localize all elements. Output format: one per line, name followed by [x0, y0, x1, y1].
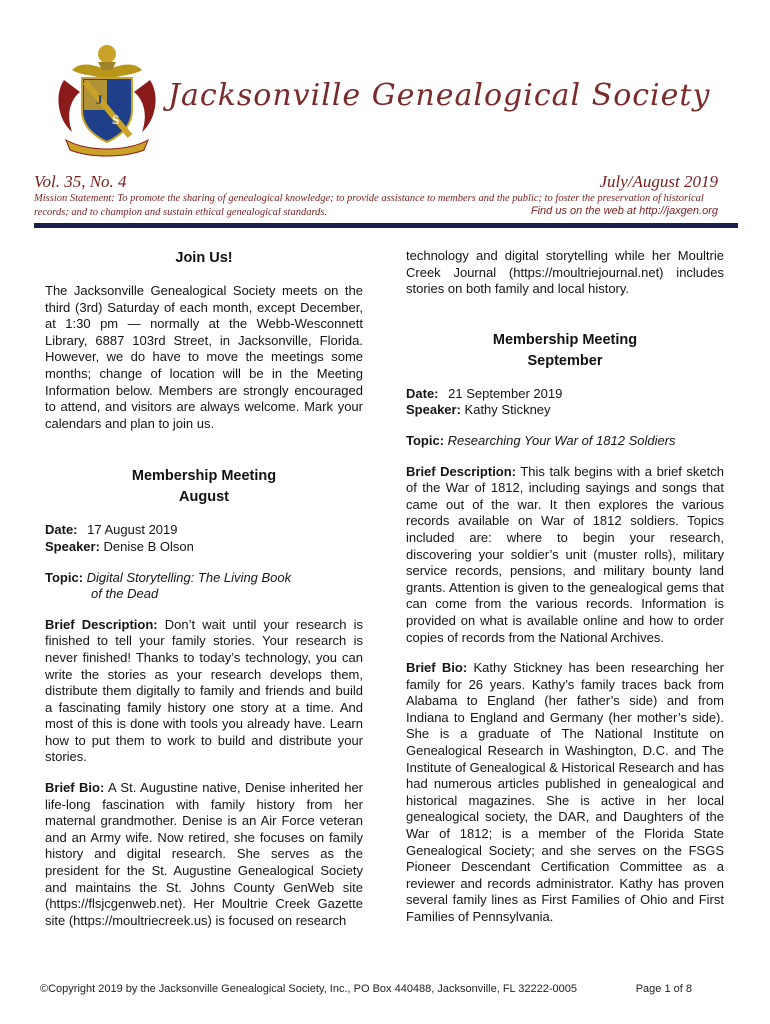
- svg-text:S: S: [112, 112, 120, 127]
- august-bio-continued: technology and digital storytelling while her Moultrie Creek Journal (https://moultriejournal.net) includes stories on both family and local history.: [406, 248, 724, 297]
- date-label: Date:: [45, 522, 78, 538]
- join-heading: Join Us!: [175, 250, 233, 266]
- topic-value-line2: of the Dead: [91, 586, 159, 602]
- description-value: Don’t wait until your research is finished to tell your family stories. Your research is never finished! Thanks to today’s technology, you can write the stories as your research develops them, distribute them digitally to family and friends and build a fascinating family history one story at a time. And most of this is done with tools you already have. Learn how to put them to work to build and distribute your stories.: [45, 616, 363, 765]
- september-speaker: [406, 402, 724, 419]
- august-topic: [45, 570, 363, 603]
- topic-value: Researching Your War of 1812 Soldiers: [447, 432, 676, 448]
- description-value: This talk begins with a brief sketch of the War of 1812, including sayings and songs that came out of the war. It then explores the various records available on War of 1812 soldiers. Topics included are: where to begin your research, discovering your soldier’s unit (muster rolls), military service records, pensions, and military bounty land grants. Attention is given to the genealogical gems that can come from the various records. Information is provided on what is available online and how to order copies of records from the National Archives.: [406, 463, 724, 645]
- page-number: Page 1 of 8: [635, 983, 692, 995]
- august-heading-line1: Membership Meeting: [131, 468, 277, 485]
- description-label: Brief Description:: [406, 463, 517, 479]
- description-label: Brief Description:: [45, 616, 158, 632]
- svg-text:J: J: [96, 92, 103, 107]
- bio-label: Brief Bio:: [406, 660, 468, 676]
- bio-label: Brief Bio:: [45, 780, 105, 796]
- issue-date: July/August 2019: [599, 172, 718, 191]
- september-date: [406, 386, 724, 403]
- date-value: 17 August 2019: [87, 522, 178, 538]
- speaker-value: Kathy Stickney: [464, 402, 551, 418]
- topic-label: Topic:: [406, 432, 445, 448]
- society-title: Jacksonville Genealogical Society: [168, 78, 711, 113]
- august-description: [45, 617, 363, 766]
- coat-of-arms-icon: [52, 40, 162, 158]
- september-heading-line1: Membership Meeting: [492, 331, 638, 348]
- date-value: 21 September 2019: [448, 385, 563, 401]
- september-heading-line2: September: [527, 352, 603, 369]
- august-heading-line2: August: [179, 489, 229, 506]
- topic-value-line1: Digital Storytelling: The Living Book: [86, 569, 292, 585]
- page-footer: [40, 983, 730, 995]
- august-date: [45, 522, 363, 539]
- september-description: [406, 464, 724, 647]
- bio-value: Kathy Stickney has been researching her family for 26 years. Kathy’s family traces back from Alabama to England (her father’s side) and from Indiana to England and Germany (her mother’s side). She is a graduate of The National Institute on Genealogical Research in Washington, D.C. and The Institute of Genealogical & Historical Research and has had numerous articles published in genealogical and historical magazines. She is active in her local genealogical society, the DAR, and Daughters of the War of 1812; is a member of the Florida State Genealogical Society; and she serves on the FSGS Pioneer Descendant Certification Committee as a reviewer and records administrator. Kathy has proven several family lines as First Families of Ohio and First Families of Pennsylvania.: [406, 660, 725, 924]
- speaker-label: Speaker:: [45, 538, 100, 554]
- left-column: [45, 248, 363, 929]
- copyright-text: ©Copyright 2019 by the Jacksonville Genealogical Society, Inc., PO Box 440488, Jacksonville, FL 32222-0005: [40, 983, 578, 995]
- speaker-value: Denise B Olson: [103, 538, 194, 554]
- mission-statement: Mission Statement: To promote the sharing of genealogical knowledge; to provide assistance to members and the public; to foster the preservation of historical records; and to champion and sustain ethical genealogical standards.: [34, 193, 704, 218]
- september-bio: [406, 660, 724, 926]
- september-topic: [406, 433, 724, 450]
- header-divider: [34, 223, 738, 228]
- speaker-label: Speaker:: [406, 402, 461, 418]
- date-label: Date:: [406, 385, 439, 401]
- volume-number: Vol. 35, No. 4: [34, 172, 127, 191]
- website-link[interactable]: Find us on the web at http://jaxgen.org: [530, 205, 718, 217]
- topic-label: Topic:: [45, 569, 84, 585]
- august-bio: [45, 780, 363, 929]
- join-body: The Jacksonville Genealogical Society meets on the third (3rd) Saturday of each month, except December, at 1:30 pm — normally at the Webb-Wesconnett Library, 6887 103rd Street, in Jacksonville, Florida. However, we do have to move the meetings some months; change of location will be in the Meeting Information below. Members are strongly encouraged to attend, and visitors are always welcome. Mark your calendars and plan to join us.: [45, 283, 363, 431]
- right-column: [406, 248, 724, 926]
- august-speaker: [45, 539, 363, 556]
- bio-value: A St. Augustine native, Denise inherited her life-long fascination with family history from her maternal grandmother. Denise is an Air Force veteran and an Army wife. Now retired, she focuses on family history and digital research. She serves as the president for the St. Augustine Genealogical Society and maintains the St. Johns County GenWeb site (https://flsjcgenweb.net). Her Moultrie Creek Gazette site (https://moultriecreek.us) is focused on research: [45, 780, 364, 928]
